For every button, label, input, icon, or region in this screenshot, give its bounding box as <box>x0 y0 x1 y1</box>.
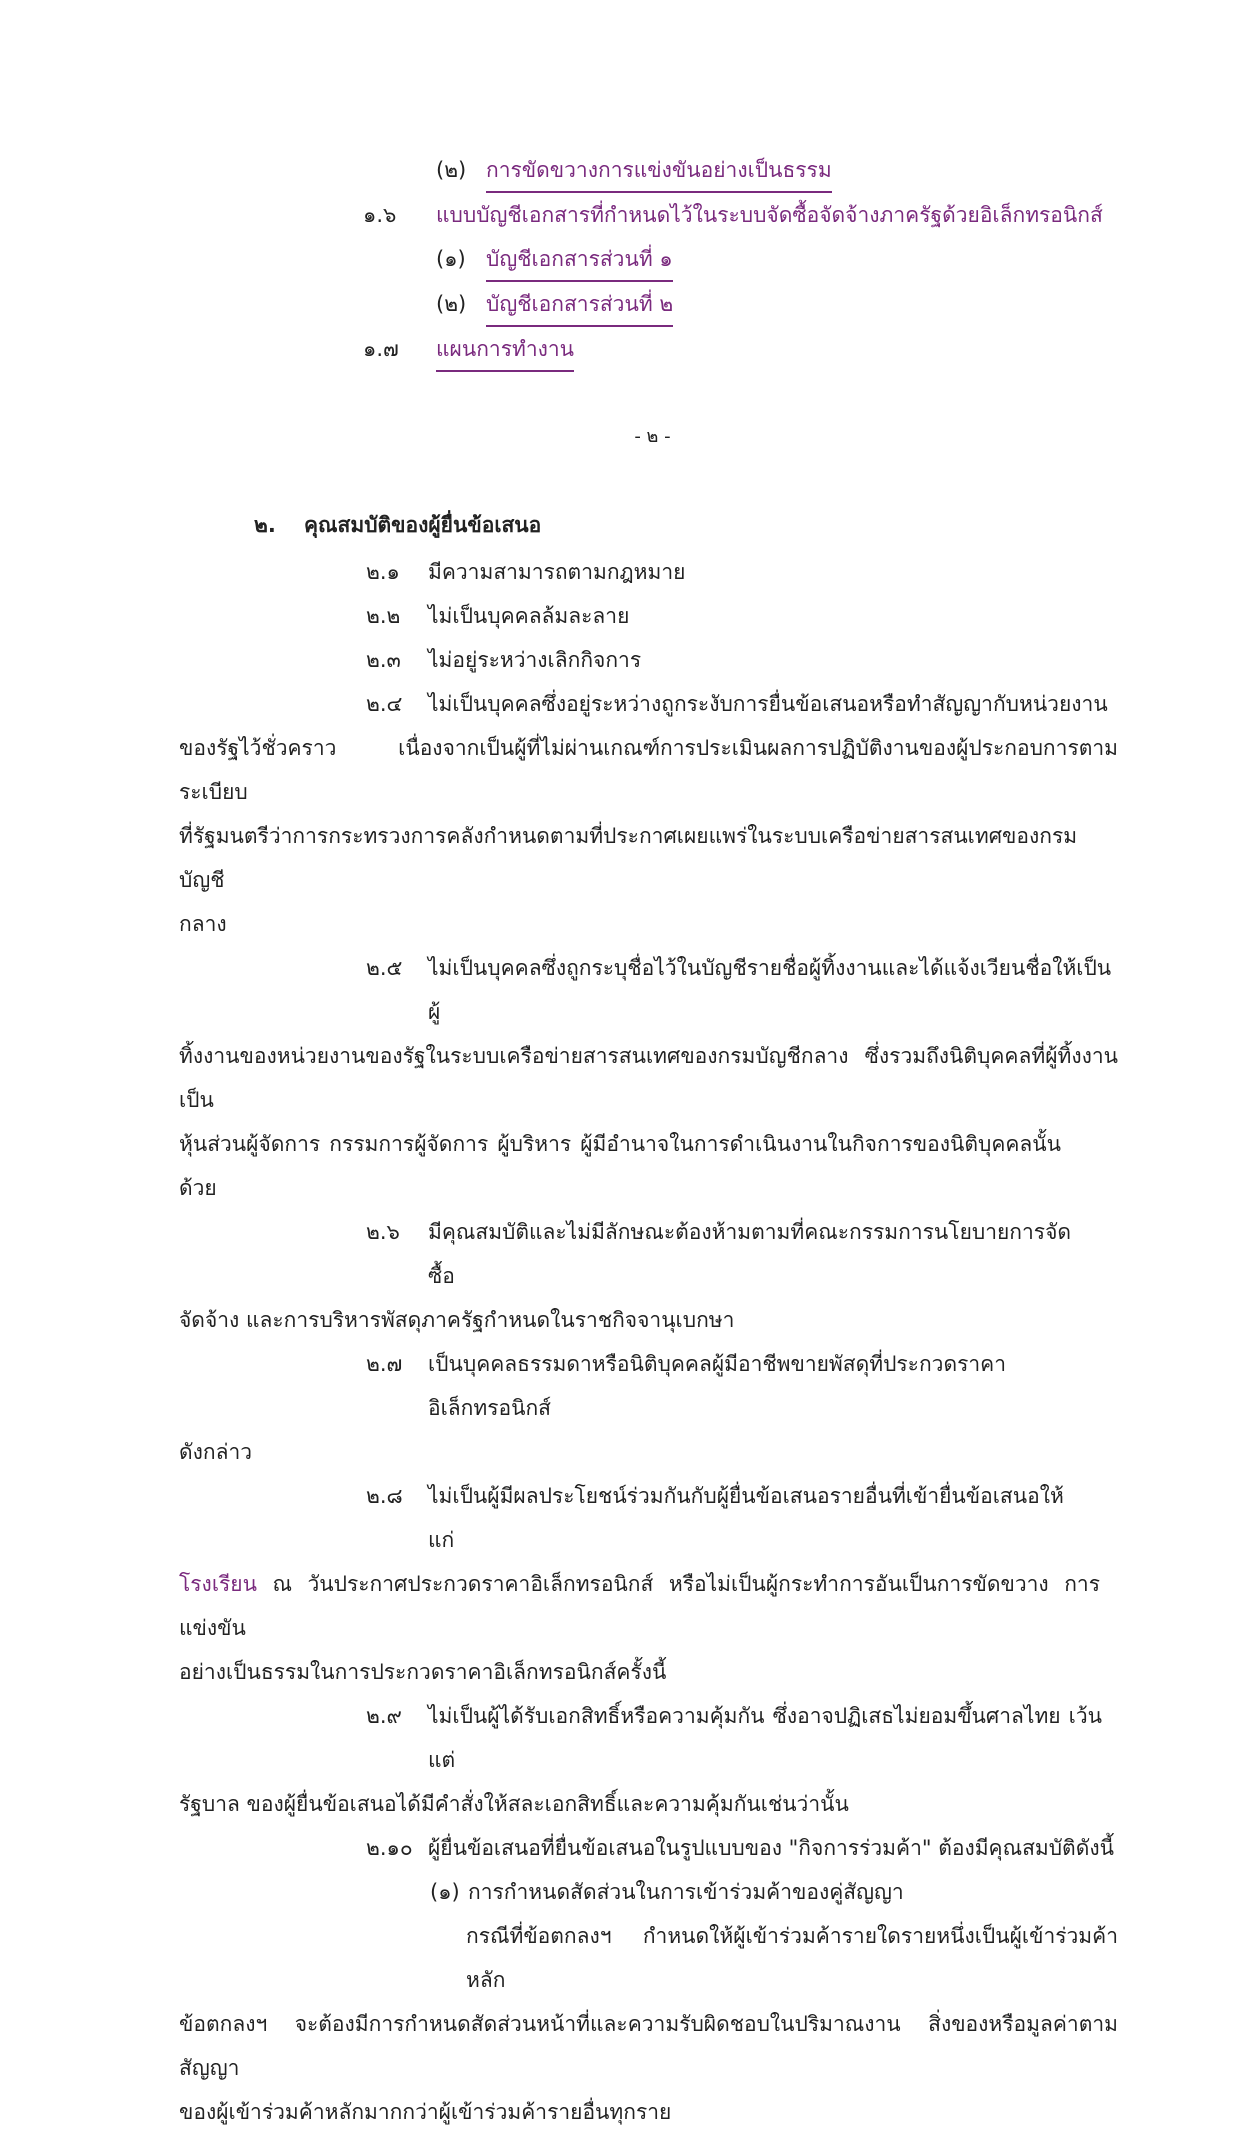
item-text: ไม่เป็นผู้ได้รับเอกสิทธิ์หรือความคุ้มกัน ซึ่งอาจปฏิเสธไม่ยอมขึ้นศาลไทย เว้นแต่ <box>428 1704 1102 1772</box>
item-text: รัฐบาล ของผู้ยื่นข้อเสนอได้มีคำสั่งให้สละเอกสิทธิ์และความคุ้มกันเช่นว่านั้น <box>179 1792 849 1816</box>
toc-link-part2[interactable]: บัญชีเอกสารส่วนที่ ๒ <box>486 289 673 327</box>
toc-num: ๑.๗ <box>363 337 399 361</box>
section-items <box>179 550 1118 2134</box>
item-text: หุ้นส่วนผู้จัดการ กรรมการผู้จัดการ ผู้บริหาร ผู้มีอำนาจในการดำเนินงานในกิจการของนิติบุคคลนั้นด้วย <box>179 1132 1061 1200</box>
item-row <box>179 682 1118 726</box>
item-text: ไม่เป็นผู้มีผลประโยชน์ร่วมกันกับผู้ยื่นข้อเสนอรายอื่นที่เข้ายื่นข้อเสนอให้แก่ <box>428 1484 1064 1552</box>
item-row <box>179 550 1118 594</box>
item-row <box>179 1826 1118 1870</box>
item-text: ไม่อยู่ระหว่างเลิกกิจการ <box>428 648 642 672</box>
toc-link-workplan[interactable]: แผนการทำงาน <box>436 334 574 372</box>
item-line <box>179 1562 1118 1650</box>
item-row <box>179 638 1118 682</box>
school-name-link[interactable]: โรงเรียน <box>179 1572 257 1596</box>
toc-num: (๑) <box>436 247 466 271</box>
item-text: จัดจ้าง และการบริหารพัสดุภาครัฐกำหนดในราชกิจจานุเบกษา <box>179 1308 735 1332</box>
document-body <box>179 148 1118 2134</box>
item-num: ๒.๙ <box>366 1704 402 1728</box>
toc-num: (๒) <box>436 158 467 182</box>
section-number: ๒. <box>254 513 276 537</box>
toc-num: ๑.๖ <box>363 203 397 227</box>
toc-row <box>179 282 1118 327</box>
toc-link-part1[interactable]: บัญชีเอกสารส่วนที่ ๑ <box>486 244 673 282</box>
item-row <box>179 1694 1118 1782</box>
sub-item-num: (๑) <box>430 1880 460 1904</box>
item-text: ไม่เป็นบุคคลซึ่งถูกระบุชื่อไว้ในบัญชีรายชื่อผู้ทิ้งงานและได้แจ้งเวียนชื่อให้เป็นผู้ <box>428 956 1112 1024</box>
item-text: ณ วันประกาศประกวดราคาอิเล็กทรอนิกส์ หรือไม่เป็นผู้กระทำการอันเป็นการขัดขวาง การแข่งขัน <box>179 1572 1100 1640</box>
item-text: ไม่เป็นบุคคลซึ่งอยู่ระหว่างถูกระงับการยื่นข้อเสนอหรือทำสัญญากับหน่วยงาน <box>428 692 1108 716</box>
item-num: ๒.๓ <box>366 648 401 672</box>
item-text: ทิ้งงานของหน่วยงานของรัฐในระบบเครือข่ายสารสนเทศของกรมบัญชีกลาง ซึ่งรวมถึงนิติบุคคลที่ผู้ทิ้งงานเป็น <box>179 1044 1118 1112</box>
item-row <box>179 1210 1118 1298</box>
item-text: มีความสามารถตามกฎหมาย <box>428 560 686 584</box>
item-text: กลาง <box>179 912 227 936</box>
toc-row <box>179 193 1118 237</box>
paragraph-text: ของผู้เข้าร่วมค้าหลักมากกว่าผู้เข้าร่วมค้ารายอื่นทุกราย <box>179 2100 672 2124</box>
item-text: เป็นบุคคลธรรมดาหรือนิติบุคคลผู้มีอาชีพขายพัสดุที่ประกวดราคาอิเล็กทรอนิกส์ <box>428 1352 1007 1420</box>
item-row <box>179 594 1118 638</box>
item-text: อย่างเป็นธรรมในการประกวดราคาอิเล็กทรอนิกส์ครั้งนี้ <box>179 1660 667 1684</box>
item-text: ที่รัฐมนตรีว่าการกระทรวงการคลังกำหนดตามที่ประกาศเผยแพร่ในระบบเครือข่ายสารสนเทศของกรมบัญชี <box>179 824 1078 892</box>
item-row <box>179 1474 1118 1562</box>
paragraph-text: ข้อตกลงฯ จะต้องมีการกำหนดสัดส่วนหน้าที่และความรับผิดชอบในปริมาณงาน สิ่งของหรือมูลค่าตามสัญญา <box>179 2012 1118 2080</box>
item-num: ๒.๗ <box>366 1352 403 1376</box>
item-num: ๒.๔ <box>366 692 403 716</box>
item-text: ของรัฐไว้ชั่วคราว เนื่องจากเป็นผู้ที่ไม่ผ่านเกณฑ์การประเมินผลการปฏิบัติงานของผู้ประกอบการตามระเบียบ <box>179 736 1118 804</box>
item-num: ๒.๕ <box>366 956 403 980</box>
sub-item-text: การกำหนดสัดส่วนในการเข้าร่วมค้าของคู่สัญญา <box>468 1880 904 1904</box>
section-title: คุณสมบัติของผู้ยื่นข้อเสนอ <box>304 513 542 537</box>
item-num: ๒.๘ <box>366 1484 403 1508</box>
paragraph-text: กรณีที่ข้อตกลงฯ กำหนดให้ผู้เข้าร่วมค้ารายใดรายหนึ่งเป็นผู้เข้าร่วมค้าหลัก <box>466 1924 1118 1992</box>
item-num: ๒.๖ <box>366 1220 400 1244</box>
sub-item-row <box>179 1870 1118 1914</box>
toc-row <box>179 148 1118 193</box>
item-num: ๒.๑๐ <box>366 1836 413 1860</box>
section-heading <box>179 503 1118 547</box>
item-row <box>179 946 1118 1034</box>
page-number: - ๒ - <box>634 426 671 447</box>
item-num: ๒.๑ <box>366 560 400 584</box>
toc-num: (๒) <box>436 292 467 316</box>
toc-row <box>179 237 1118 282</box>
item-text: มีคุณสมบัติและไม่มีลักษณะต้องห้ามตามที่คณะกรรมการนโยบายการจัดซื้อ <box>428 1220 1072 1288</box>
item-num: ๒.๒ <box>366 604 401 628</box>
item-text: ไม่เป็นบุคคลล้มละลาย <box>428 604 630 628</box>
toc-row <box>179 327 1118 372</box>
item-text: ผู้ยื่นข้อเสนอที่ยื่นข้อเสนอในรูปแบบของ "กิจการร่วมค้า" ต้องมีคุณสมบัติดังนี้ <box>428 1836 1114 1860</box>
item-row <box>179 1342 1118 1430</box>
item-text: ดังกล่าว <box>179 1440 253 1464</box>
toc-link-document-list[interactable]: แบบบัญชีเอกสารที่กำหนดไว้ในระบบจัดซื้อจัดจ้างภาครัฐด้วยอิเล็กทรอนิกส์ <box>436 203 1103 227</box>
toc-link-competition[interactable]: การขัดขวางการแข่งขันอย่างเป็นธรรม <box>486 155 832 193</box>
